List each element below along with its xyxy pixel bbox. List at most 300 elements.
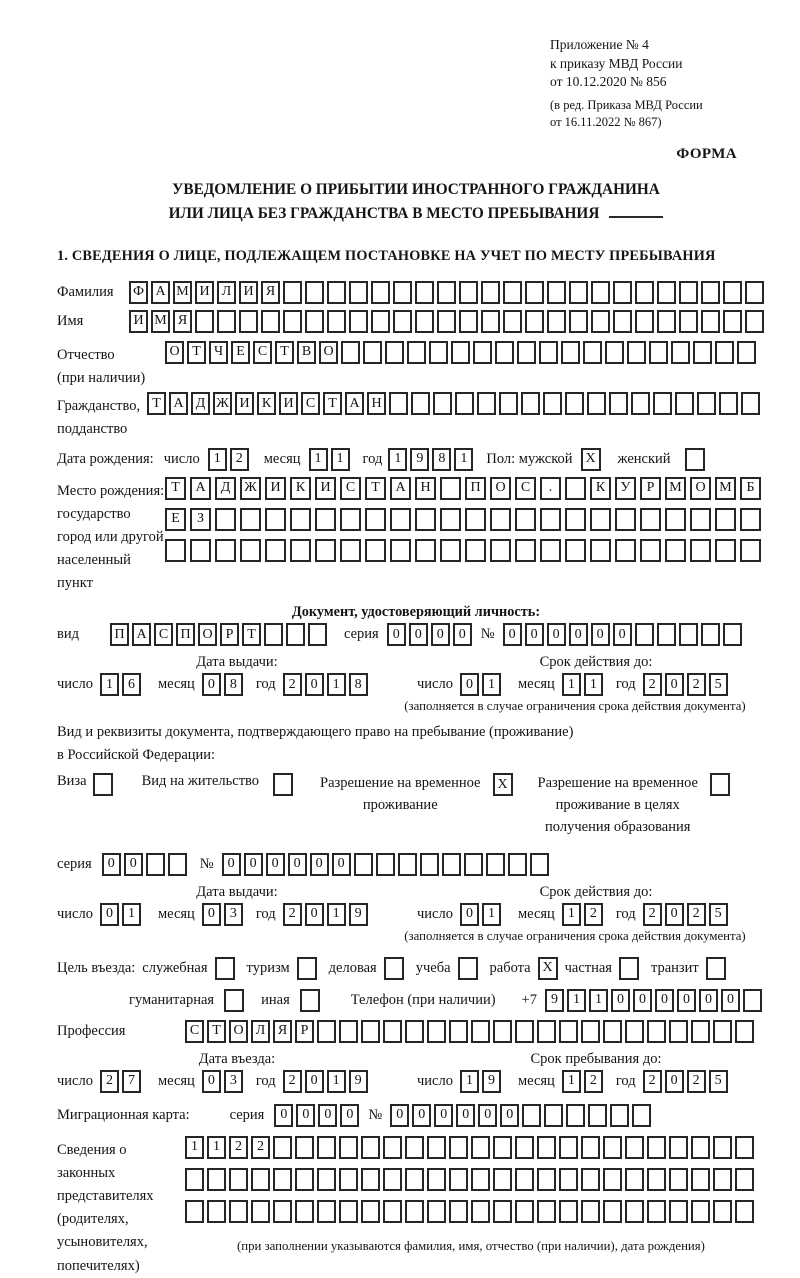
char-cell[interactable] [625, 1136, 644, 1159]
char-cell[interactable] [713, 1200, 732, 1223]
char-cell[interactable] [273, 1136, 292, 1159]
char-cell[interactable] [490, 539, 511, 562]
birth-year-cells[interactable] [388, 448, 476, 471]
char-cell[interactable] [407, 341, 426, 364]
char-cell[interactable]: 2 [283, 673, 302, 696]
char-cell[interactable] [723, 623, 742, 646]
char-cell[interactable] [625, 1020, 644, 1043]
char-cell[interactable]: 1 [327, 673, 346, 696]
char-cell[interactable] [464, 853, 483, 876]
char-cell[interactable]: 2 [687, 903, 706, 926]
char-cell[interactable] [603, 1136, 622, 1159]
char-cell[interactable] [635, 281, 654, 304]
name-cells[interactable] [129, 310, 767, 333]
char-cell[interactable] [297, 957, 317, 980]
char-cell[interactable] [361, 1020, 380, 1043]
char-cell[interactable]: С [253, 341, 272, 364]
char-cell[interactable] [393, 310, 412, 333]
char-cell[interactable] [486, 853, 505, 876]
char-cell[interactable]: В [297, 341, 316, 364]
char-cell[interactable] [565, 392, 584, 415]
char-cell[interactable] [240, 508, 261, 531]
char-cell[interactable]: О [198, 623, 217, 646]
char-cell[interactable] [317, 1200, 336, 1223]
char-cell[interactable] [93, 773, 113, 796]
char-cell[interactable] [440, 539, 461, 562]
char-cell[interactable] [349, 310, 368, 333]
char-cell[interactable] [300, 989, 320, 1012]
char-cell[interactable] [449, 1020, 468, 1043]
char-cell[interactable]: 0 [453, 623, 472, 646]
char-cell[interactable]: А [190, 477, 211, 500]
char-cell[interactable] [339, 1020, 358, 1043]
entry-month[interactable] [202, 1070, 246, 1093]
char-cell[interactable]: 0 [202, 903, 221, 926]
migration-series-cells[interactable] [274, 1104, 362, 1127]
residence-valid-day[interactable] [460, 903, 504, 926]
char-cell[interactable] [415, 310, 434, 333]
char-cell[interactable] [537, 1020, 556, 1043]
char-cell[interactable] [317, 1020, 336, 1043]
char-cell[interactable] [525, 310, 544, 333]
char-cell[interactable] [224, 989, 244, 1012]
char-cell[interactable] [363, 341, 382, 364]
char-cell[interactable]: 0 [222, 853, 241, 876]
char-cell[interactable] [690, 508, 711, 531]
char-cell[interactable] [735, 1020, 754, 1043]
char-cell[interactable] [477, 392, 496, 415]
char-cell[interactable] [437, 310, 456, 333]
char-cell[interactable] [679, 281, 698, 304]
char-cell[interactable] [515, 1168, 534, 1191]
patronymic-cells[interactable] [165, 341, 759, 364]
char-cell[interactable] [251, 1200, 270, 1223]
char-cell[interactable]: 0 [478, 1104, 497, 1127]
char-cell[interactable]: 1 [482, 673, 501, 696]
representatives-row3-cells[interactable] [185, 1200, 757, 1223]
char-cell[interactable] [583, 341, 602, 364]
char-cell[interactable] [603, 1168, 622, 1191]
char-cell[interactable] [451, 341, 470, 364]
char-cell[interactable] [286, 623, 305, 646]
char-cell[interactable]: Л [217, 281, 236, 304]
char-cell[interactable] [735, 1200, 754, 1223]
char-cell[interactable] [273, 1168, 292, 1191]
char-cell[interactable] [745, 281, 764, 304]
char-cell[interactable]: С [340, 477, 361, 500]
char-cell[interactable] [371, 310, 390, 333]
char-cell[interactable]: 5 [709, 903, 728, 926]
char-cell[interactable]: А [390, 477, 411, 500]
char-cell[interactable] [706, 957, 726, 980]
char-cell[interactable] [647, 1020, 666, 1043]
char-cell[interactable] [339, 1136, 358, 1159]
char-cell[interactable]: К [590, 477, 611, 500]
char-cell[interactable]: Т [323, 392, 342, 415]
char-cell[interactable]: 0 [655, 989, 674, 1012]
char-cell[interactable]: 0 [456, 1104, 475, 1127]
char-cell[interactable] [671, 341, 690, 364]
char-cell[interactable] [679, 310, 698, 333]
stay-year[interactable] [643, 1070, 731, 1093]
char-cell[interactable] [679, 623, 698, 646]
char-cell[interactable]: М [715, 477, 736, 500]
char-cell[interactable]: 1 [327, 1070, 346, 1093]
char-cell[interactable] [471, 1020, 490, 1043]
char-cell[interactable] [383, 1200, 402, 1223]
char-cell[interactable]: Т [165, 477, 186, 500]
char-cell[interactable] [361, 1168, 380, 1191]
sex-male-checkbox[interactable] [581, 448, 604, 471]
char-cell[interactable] [615, 539, 636, 562]
char-cell[interactable] [433, 392, 452, 415]
char-cell[interactable]: 8 [432, 448, 451, 471]
char-cell[interactable] [308, 623, 327, 646]
char-cell[interactable] [273, 773, 293, 796]
char-cell[interactable]: Я [261, 281, 280, 304]
char-cell[interactable] [559, 1200, 578, 1223]
char-cell[interactable] [405, 1020, 424, 1043]
char-cell[interactable] [207, 1168, 226, 1191]
char-cell[interactable] [165, 539, 186, 562]
char-cell[interactable] [465, 508, 486, 531]
char-cell[interactable]: 0 [699, 989, 718, 1012]
purpose-delovaya-checkbox[interactable] [384, 957, 407, 980]
char-cell[interactable]: И [195, 281, 214, 304]
char-cell[interactable] [390, 508, 411, 531]
char-cell[interactable]: 2 [643, 1070, 662, 1093]
char-cell[interactable]: Н [367, 392, 386, 415]
char-cell[interactable] [605, 341, 624, 364]
char-cell[interactable]: 0 [266, 853, 285, 876]
char-cell[interactable]: Р [295, 1020, 314, 1043]
char-cell[interactable] [690, 539, 711, 562]
char-cell[interactable] [581, 1200, 600, 1223]
char-cell[interactable]: 0 [390, 1104, 409, 1127]
char-cell[interactable] [390, 539, 411, 562]
char-cell[interactable] [715, 539, 736, 562]
char-cell[interactable] [327, 310, 346, 333]
char-cell[interactable]: 8 [224, 673, 243, 696]
char-cell[interactable]: 1 [460, 1070, 479, 1093]
char-cell[interactable]: 0 [665, 1070, 684, 1093]
char-cell[interactable] [415, 508, 436, 531]
char-cell[interactable]: 1 [562, 673, 581, 696]
char-cell[interactable]: 0 [296, 1104, 315, 1127]
char-cell[interactable] [185, 1168, 204, 1191]
char-cell[interactable] [547, 310, 566, 333]
char-cell[interactable]: 2 [251, 1136, 270, 1159]
char-cell[interactable]: 1 [331, 448, 350, 471]
char-cell[interactable] [415, 281, 434, 304]
char-cell[interactable] [495, 341, 514, 364]
char-cell[interactable]: 9 [349, 903, 368, 926]
char-cell[interactable] [632, 1104, 651, 1127]
purpose-inaya-checkbox[interactable] [300, 989, 323, 1012]
char-cell[interactable]: Е [231, 341, 250, 364]
char-cell[interactable] [340, 539, 361, 562]
char-cell[interactable] [515, 508, 536, 531]
char-cell[interactable] [740, 539, 761, 562]
char-cell[interactable] [640, 539, 661, 562]
char-cell[interactable] [635, 310, 654, 333]
char-cell[interactable]: Т [207, 1020, 226, 1043]
char-cell[interactable]: 0 [412, 1104, 431, 1127]
char-cell[interactable]: 9 [410, 448, 429, 471]
char-cell[interactable] [239, 310, 258, 333]
char-cell[interactable] [565, 539, 586, 562]
char-cell[interactable]: 0 [665, 673, 684, 696]
char-cell[interactable] [581, 1168, 600, 1191]
char-cell[interactable]: И [239, 281, 258, 304]
doc-kind-cells[interactable] [110, 623, 330, 646]
char-cell[interactable]: Д [191, 392, 210, 415]
char-cell[interactable] [544, 1104, 563, 1127]
char-cell[interactable] [295, 1136, 314, 1159]
char-cell[interactable] [537, 1200, 556, 1223]
char-cell[interactable] [713, 1136, 732, 1159]
char-cell[interactable] [317, 1168, 336, 1191]
char-cell[interactable] [669, 1136, 688, 1159]
char-cell[interactable]: 0 [431, 623, 450, 646]
residence-issue-year[interactable] [283, 903, 371, 926]
char-cell[interactable]: 1 [454, 448, 473, 471]
char-cell[interactable] [665, 539, 686, 562]
char-cell[interactable] [427, 1136, 446, 1159]
char-cell[interactable] [723, 281, 742, 304]
char-cell[interactable] [587, 392, 606, 415]
char-cell[interactable] [361, 1200, 380, 1223]
entry-day[interactable] [100, 1070, 144, 1093]
char-cell[interactable]: 0 [677, 989, 696, 1012]
char-cell[interactable]: Р [640, 477, 661, 500]
char-cell[interactable]: О [229, 1020, 248, 1043]
char-cell[interactable]: 1 [100, 673, 119, 696]
purpose-rabota-checkbox[interactable] [538, 957, 561, 980]
char-cell[interactable]: 3 [224, 1070, 243, 1093]
char-cell[interactable] [340, 508, 361, 531]
identity-issue-month[interactable] [202, 673, 246, 696]
char-cell[interactable] [371, 281, 390, 304]
purpose-gumanitarnaya-checkbox[interactable] [224, 989, 247, 1012]
birth-day-cells[interactable] [208, 448, 252, 471]
char-cell[interactable]: 0 [569, 623, 588, 646]
char-cell[interactable] [615, 508, 636, 531]
char-cell[interactable]: К [290, 477, 311, 500]
char-cell[interactable]: 0 [611, 989, 630, 1012]
char-cell[interactable] [715, 508, 736, 531]
char-cell[interactable] [521, 392, 540, 415]
char-cell[interactable]: 0 [500, 1104, 519, 1127]
doc-number-cells[interactable] [503, 623, 745, 646]
char-cell[interactable]: И [265, 477, 286, 500]
char-cell[interactable]: П [465, 477, 486, 500]
char-cell[interactable] [459, 310, 478, 333]
char-cell[interactable] [669, 1020, 688, 1043]
purpose-sluzhebnaya-checkbox[interactable] [215, 957, 238, 980]
representatives-row2-cells[interactable] [185, 1168, 757, 1191]
char-cell[interactable] [458, 957, 478, 980]
char-cell[interactable] [543, 392, 562, 415]
char-cell[interactable]: М [151, 310, 170, 333]
char-cell[interactable] [669, 1168, 688, 1191]
char-cell[interactable] [442, 853, 461, 876]
char-cell[interactable] [685, 448, 705, 471]
char-cell[interactable] [405, 1168, 424, 1191]
char-cell[interactable] [449, 1168, 468, 1191]
char-cell[interactable]: 2 [283, 903, 302, 926]
residence-issue-month[interactable] [202, 903, 246, 926]
char-cell[interactable]: 1 [567, 989, 586, 1012]
char-cell[interactable]: М [665, 477, 686, 500]
char-cell[interactable] [719, 392, 738, 415]
char-cell[interactable] [515, 1200, 534, 1223]
char-cell[interactable] [697, 392, 716, 415]
char-cell[interactable]: 1 [562, 1070, 581, 1093]
residence-valid-month[interactable] [562, 903, 606, 926]
char-cell[interactable] [190, 539, 211, 562]
char-cell[interactable] [590, 539, 611, 562]
char-cell[interactable]: К [257, 392, 276, 415]
char-cell[interactable] [515, 539, 536, 562]
char-cell[interactable] [743, 989, 762, 1012]
char-cell[interactable] [701, 281, 720, 304]
char-cell[interactable]: 2 [643, 673, 662, 696]
char-cell[interactable]: 0 [305, 1070, 324, 1093]
char-cell[interactable]: 1 [185, 1136, 204, 1159]
purpose-ucheba-checkbox[interactable] [458, 957, 481, 980]
char-cell[interactable] [525, 281, 544, 304]
char-cell[interactable] [349, 281, 368, 304]
char-cell[interactable] [647, 1200, 666, 1223]
char-cell[interactable] [393, 281, 412, 304]
char-cell[interactable]: С [185, 1020, 204, 1043]
char-cell[interactable] [295, 1200, 314, 1223]
char-cell[interactable] [723, 310, 742, 333]
char-cell[interactable]: Б [740, 477, 761, 500]
char-cell[interactable] [415, 539, 436, 562]
char-cell[interactable]: Т [242, 623, 261, 646]
char-cell[interactable]: Т [187, 341, 206, 364]
migration-number-cells[interactable] [390, 1104, 654, 1127]
char-cell[interactable] [715, 341, 734, 364]
residence-valid-year[interactable] [643, 903, 731, 926]
char-cell[interactable] [539, 341, 558, 364]
char-cell[interactable] [581, 1136, 600, 1159]
char-cell[interactable]: У [615, 477, 636, 500]
char-cell[interactable]: Ж [213, 392, 232, 415]
char-cell[interactable] [195, 310, 214, 333]
char-cell[interactable] [493, 1136, 512, 1159]
char-cell[interactable] [420, 853, 439, 876]
char-cell[interactable] [537, 1136, 556, 1159]
char-cell[interactable] [440, 477, 461, 500]
char-cell[interactable] [317, 1136, 336, 1159]
char-cell[interactable] [315, 539, 336, 562]
char-cell[interactable]: 0 [613, 623, 632, 646]
char-cell[interactable] [398, 853, 417, 876]
identity-valid-year[interactable] [643, 673, 731, 696]
char-cell[interactable]: 0 [387, 623, 406, 646]
char-cell[interactable]: 0 [100, 903, 119, 926]
char-cell[interactable]: 0 [102, 853, 121, 876]
char-cell[interactable] [440, 508, 461, 531]
char-cell[interactable] [339, 1168, 358, 1191]
char-cell[interactable]: 0 [244, 853, 263, 876]
char-cell[interactable] [569, 281, 588, 304]
char-cell[interactable]: 0 [591, 623, 610, 646]
char-cell[interactable]: Я [173, 310, 192, 333]
char-cell[interactable]: М [173, 281, 192, 304]
char-cell[interactable]: 0 [409, 623, 428, 646]
char-cell[interactable]: 1 [309, 448, 328, 471]
char-cell[interactable]: 1 [584, 673, 603, 696]
char-cell[interactable]: 1 [562, 903, 581, 926]
char-cell[interactable] [471, 1200, 490, 1223]
char-cell[interactable]: 0 [288, 853, 307, 876]
char-cell[interactable] [649, 341, 668, 364]
residence-series-cells[interactable] [102, 853, 190, 876]
char-cell[interactable] [613, 310, 632, 333]
identity-valid-month[interactable] [562, 673, 606, 696]
char-cell[interactable]: 2 [687, 1070, 706, 1093]
char-cell[interactable] [603, 1200, 622, 1223]
char-cell[interactable]: 5 [709, 673, 728, 696]
char-cell[interactable] [737, 341, 756, 364]
char-cell[interactable]: 1 [208, 448, 227, 471]
char-cell[interactable] [691, 1020, 710, 1043]
char-cell[interactable] [590, 508, 611, 531]
char-cell[interactable]: Ф [129, 281, 148, 304]
char-cell[interactable]: Р [220, 623, 239, 646]
char-cell[interactable]: 1 [207, 1136, 226, 1159]
char-cell[interactable] [215, 539, 236, 562]
visa-checkbox[interactable] [93, 773, 116, 796]
char-cell[interactable] [691, 1168, 710, 1191]
entry-year[interactable] [283, 1070, 371, 1093]
char-cell[interactable] [588, 1104, 607, 1127]
char-cell[interactable]: 2 [229, 1136, 248, 1159]
char-cell[interactable] [625, 1168, 644, 1191]
char-cell[interactable] [609, 392, 628, 415]
char-cell[interactable]: 0 [434, 1104, 453, 1127]
char-cell[interactable] [385, 341, 404, 364]
char-cell[interactable] [449, 1200, 468, 1223]
char-cell[interactable]: 2 [584, 903, 603, 926]
char-cell[interactable]: 5 [709, 1070, 728, 1093]
char-cell[interactable]: 6 [122, 673, 141, 696]
char-cell[interactable] [591, 281, 610, 304]
char-cell[interactable]: Л [251, 1020, 270, 1043]
phone-cells[interactable] [545, 989, 765, 1012]
char-cell[interactable] [490, 508, 511, 531]
char-cell[interactable]: Ч [209, 341, 228, 364]
char-cell[interactable]: 0 [202, 673, 221, 696]
edu-permit-checkbox[interactable] [710, 773, 733, 796]
char-cell[interactable] [566, 1104, 585, 1127]
char-cell[interactable] [473, 341, 492, 364]
char-cell[interactable] [273, 1200, 292, 1223]
char-cell[interactable] [647, 1168, 666, 1191]
char-cell[interactable] [741, 392, 760, 415]
profession-cells[interactable] [185, 1020, 757, 1043]
char-cell[interactable] [503, 310, 522, 333]
char-cell[interactable] [569, 310, 588, 333]
char-cell[interactable]: Н [415, 477, 436, 500]
char-cell[interactable]: 2 [643, 903, 662, 926]
char-cell[interactable] [537, 1168, 556, 1191]
char-cell[interactable]: 2 [584, 1070, 603, 1093]
